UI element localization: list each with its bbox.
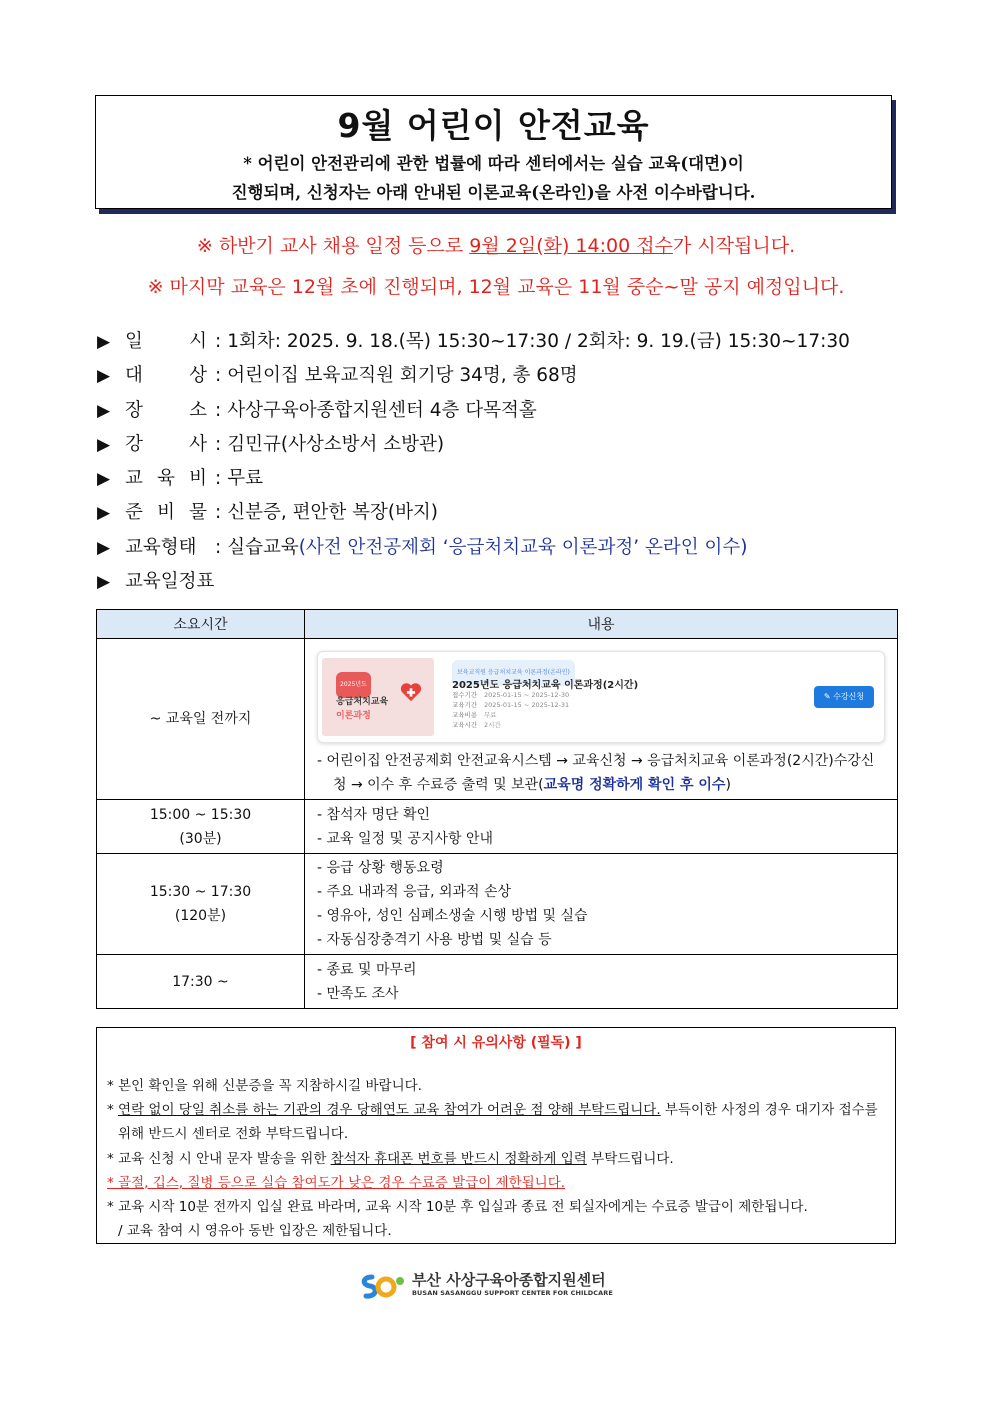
caution-item: * 연락 없이 당일 취소를 하는 기관의 경우 당해연도 교육 참여가 어려운 점 양해 부탁드립니다. 부득이한 사정의 경우 대기자 접수를 위해 반드시 센터로 전화 부탁드립니다. (107, 1102, 878, 1143)
row4-time: 17:30 ~ (97, 955, 305, 1009)
info-list (97, 325, 897, 599)
info-row-date: ▶ 일 시 : 1회차: 2025. 9. 18.(목) 15:30~17:30 / 2회차: 9. 19.(금) 15:30~17:30 (97, 325, 897, 359)
triangle-icon: ▶ (97, 400, 111, 421)
row2-time: 15:00 ~ 15:30 (30분) (97, 800, 305, 854)
center-logo (360, 1269, 620, 1303)
table-row (97, 955, 898, 1009)
list-item: - 응급 상황 행동요령 (317, 860, 444, 876)
title-box (95, 95, 892, 209)
course-thumbnail: 2025년도 응급처치교육 이론과정 (322, 658, 434, 736)
schedule-table (96, 609, 898, 1009)
course-card-screenshot: 2025년도 응급처치교육 이론과정 보육교직원 응급처치교육 이론과정(온라인) 2025년도 응급처치교육 이론과정(2시간) 접수기간 2025-01-15 ~ 2025-12-30 교육기간 2025-01-15 ~ 2025-12-31 교육비용 무료 교육시간 2시간 ✎ 수강신청 (317, 651, 885, 743)
info-row-prep: ▶ 준 비 물 : 신분증, 편안한 복장(바지) (97, 496, 897, 530)
caution-item-warning: * 골절, 깁스, 질병 등으로 실습 참여도가 낮은 경우 수료증 발급이 제한됩니다. (107, 1174, 566, 1191)
course-meta: 접수기간 2025-01-15 ~ 2025-12-30 교육기간 2025-01-15 ~ 2025-12-31 교육비용 무료 교육시간 2시간 (452, 691, 570, 729)
triangle-icon: ▶ (97, 332, 111, 352)
triangle-icon: ▶ (97, 537, 111, 558)
list-item: - 만족도 조사 (317, 985, 399, 1002)
table-header-row (97, 610, 898, 639)
center-name-english: BUSAN SASANGGU SUPPORT CENTER FOR CHILDCARE (412, 1289, 613, 1297)
info-row-schedule: ▶ 교육일정표 (97, 565, 897, 599)
table-row (97, 854, 898, 955)
triangle-icon: ▶ (97, 503, 111, 524)
info-row-lecturer: ▶ 강 사 : 김민규(사상소방서 소방관) (97, 428, 897, 462)
table-row (97, 639, 898, 800)
row1-content (305, 639, 898, 800)
subtitle-line-1: * 어린이 안전관리에 관한 법률에 따라 센터에서는 실습 교육(대면)이 (243, 154, 744, 173)
row2-content (305, 800, 898, 854)
list-item: - 영유아, 성인 심폐소생술 시행 방법 및 실습 (317, 908, 588, 924)
info-row-type: ▶ 교육형태 : 실습교육 (사전 안전공제회 ‘응급처치교육 이론과정’ 온라인 이수) (97, 531, 897, 565)
header-content: 내용 (305, 610, 898, 639)
notice-last-session: ※ 마지막 교육은 12월 초에 진행되며, 12월 교육은 11월 중순~말 공지 예정입니다. (147, 276, 845, 298)
caution-item: * 교육 시작 10분 전까지 입실 완료 바라며, 교육 시작 10분 후 입실과 종료 전 퇴실자에게는 수료증 발급이 제한됩니다. / 교육 참여 시 영유아 동반 입장은 제한됩니다. (107, 1199, 808, 1240)
info-row-target: ▶ 대 상 : 어린이집 보육교직원 회기당 34명, 총 68명 (97, 359, 897, 393)
caution-item: * 교육 신청 시 안내 문자 발송을 위한 참석자 휴대폰 번호를 반드시 정확하게 입력 부탁드립니다. (107, 1150, 674, 1167)
row1-time: ~ 교육일 전까지 (97, 639, 305, 800)
heart-icon (400, 682, 422, 702)
info-row-place: ▶ 장 소 : 사상구육아종합지원센터 4층 다목적홀 (97, 394, 897, 428)
enroll-button: ✎ 수강신청 (814, 686, 874, 708)
subtitle-line-2: 진행되며, 신청자는 아래 안내된 이론교육(온라인)을 사전 이수바랍니다. (231, 183, 756, 202)
row3-time: 15:30 ~ 17:30 (120분) (97, 854, 305, 955)
info-row-fee: ▶ 교 육 비 : 무료 (97, 462, 897, 496)
triangle-icon: ▶ (97, 469, 111, 490)
registration-date: 9월 2일(화) 14:00 접수 (469, 235, 673, 257)
caution-heading: [ 참여 시 유의사항 (필독) ] (410, 1035, 582, 1051)
row4-content (305, 955, 898, 1009)
subtitle (96, 149, 891, 207)
row1-instructions: - 어린이집 안전공제회 안전교육시스템 → 교육신청 → 응급처치교육 이론과정(2시간)수강신청 → 이수 후 수료증 출력 및 보관(교육명 정확하게 확인 후 이수) (317, 753, 875, 793)
triangle-icon: ▶ (97, 572, 111, 593)
list-item: - 주요 내과적 응급, 외과적 손상 (317, 884, 512, 900)
page-title: 9월 어린이 안전교육 (337, 106, 650, 145)
center-logo-icon (360, 1271, 406, 1301)
table-row (97, 800, 898, 854)
notice-registration: ※ 하반기 교사 채용 일정 등으로 9월 2일(화) 14:00 접수가 시작됩니다. (196, 235, 796, 257)
list-item: - 참석자 명단 확인 (317, 806, 431, 823)
list-item: - 종료 및 마무리 (317, 961, 417, 978)
triangle-icon: ▶ (97, 434, 111, 455)
center-name: 부산 사상구육아종합지원센터 (412, 1271, 606, 1289)
list-item: - 자동심장충격기 사용 방법 및 실습 등 (317, 932, 552, 948)
caution-box (96, 1027, 896, 1244)
triangle-icon: ▶ (97, 366, 111, 387)
row3-content (305, 854, 898, 955)
list-item: - 교육 일정 및 공지사항 안내 (317, 830, 494, 847)
header-time: 소요시간 (97, 610, 305, 639)
caution-item: * 본인 확인을 위해 신분증을 꼭 지참하시길 바랍니다. (107, 1078, 422, 1094)
